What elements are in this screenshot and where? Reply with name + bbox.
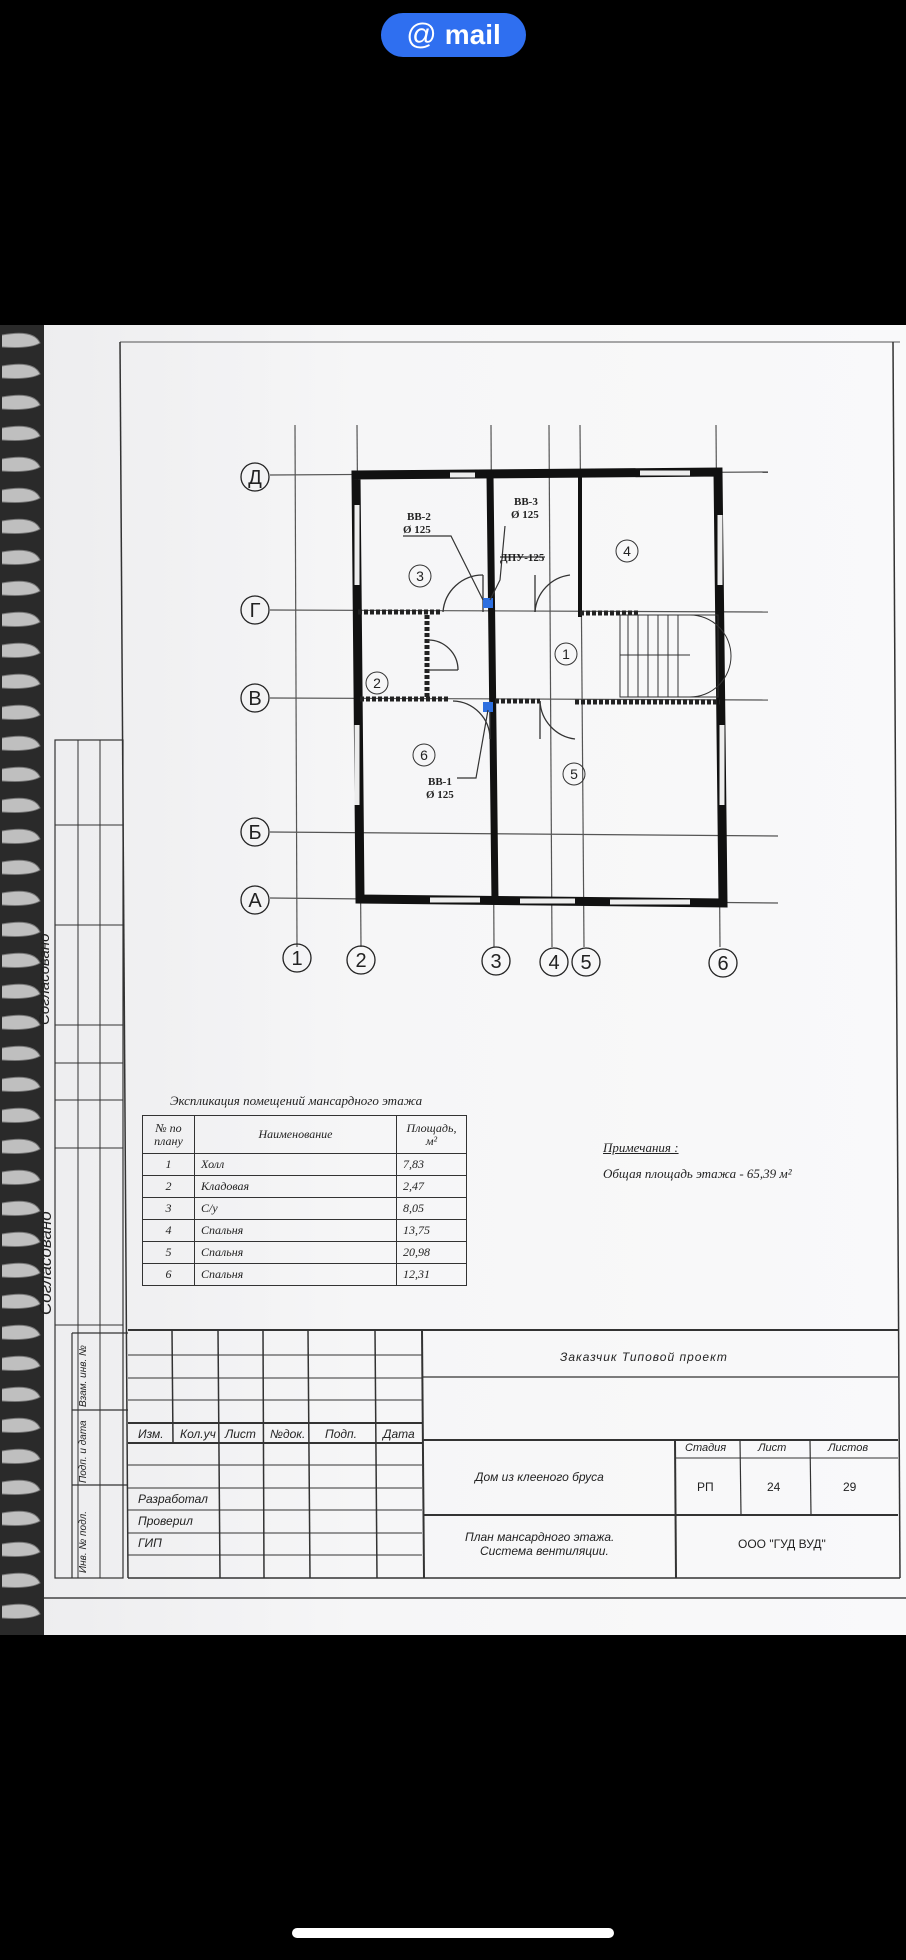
notes-text: Общая площадь этажа - 65,39 м²: [603, 1166, 792, 1181]
side-agreed-2: Согласовано: [36, 1211, 55, 1315]
vv2-diameter: Ø 125: [403, 524, 431, 536]
axis-marker-number: [347, 946, 375, 974]
mail-label: mail: [444, 19, 501, 50]
table-row: 1 Холл 7,83: [143, 1154, 467, 1176]
svg-text:3: 3: [490, 951, 502, 973]
sheet-name-1: План мансардного этажа.: [465, 1530, 615, 1544]
room-marker: [563, 763, 585, 785]
role-gip: ГИП: [138, 1536, 162, 1550]
role-developed: Разработал: [138, 1492, 208, 1506]
axis-marker-number: [283, 944, 311, 972]
vv1-label: ВВ-1: [428, 776, 452, 788]
customer: Заказчик Типовой проект: [560, 1350, 728, 1364]
svg-text:Б: Б: [248, 822, 262, 844]
object-name: Дом из клееного бруса: [475, 1470, 604, 1484]
svg-text:6: 6: [717, 953, 729, 975]
svg-text:5: 5: [580, 952, 592, 974]
axis-marker-letter: [241, 818, 269, 846]
svg-text:5: 5: [570, 766, 578, 782]
col-list: Лист: [225, 1427, 256, 1441]
dpu-label: ДПУ-125: [500, 552, 545, 564]
home-indicator[interactable]: [292, 1928, 614, 1938]
axis-marker-number: [482, 947, 510, 975]
col-data: Дата: [383, 1427, 415, 1441]
vv1-diameter: Ø 125: [426, 789, 454, 801]
room-marker: [366, 672, 388, 694]
svg-text:4: 4: [548, 952, 560, 974]
table-row: 6 Спальня 12,31: [143, 1264, 467, 1286]
sheets-header: Листов: [828, 1442, 869, 1454]
col-podp: Подп.: [325, 1427, 357, 1441]
at-icon: @: [406, 18, 437, 51]
room-marker: [409, 565, 431, 587]
stage-value: РП: [697, 1480, 714, 1494]
side-inv-no: Взам. инв. №: [78, 1345, 89, 1407]
header-area: Площадь, м²: [397, 1116, 467, 1154]
stage-header: Стадия: [685, 1442, 727, 1454]
svg-text:1: 1: [562, 646, 570, 662]
svg-text:А: А: [248, 890, 262, 912]
room-marker: [616, 540, 638, 562]
col-kol: Кол.уч: [180, 1427, 216, 1441]
vv3-diameter: Ø 125: [511, 509, 539, 521]
header-num: № по плану: [143, 1116, 195, 1154]
company-name: ООО "ГУД ВУД": [738, 1537, 826, 1551]
svg-text:В: В: [248, 688, 262, 710]
sheet-value: 24: [767, 1480, 781, 1494]
col-ndok: №док.: [270, 1427, 306, 1441]
svg-text:Д: Д: [248, 467, 262, 489]
role-checked: Проверил: [138, 1514, 193, 1528]
floor-plan: [0, 325, 906, 1635]
room-marker: [413, 744, 435, 766]
drawing-photo[interactable]: [0, 325, 906, 1635]
table-row: 2 Кладовая 2,47: [143, 1176, 467, 1198]
table-row: 3 С/у 8,05: [143, 1198, 467, 1220]
col-izm: Изм.: [138, 1427, 164, 1441]
vv3-label: ВВ-3: [514, 496, 538, 508]
explication-table: [142, 1115, 467, 1286]
axis-marker-number: [540, 948, 568, 976]
svg-text:Г: Г: [249, 600, 261, 622]
sheet-name-2: Система вентиляции.: [480, 1544, 609, 1558]
svg-text:3: 3: [416, 568, 424, 584]
table-row: 5 Спальня 20,98: [143, 1242, 467, 1264]
side-agreed-1: Согласовано: [36, 933, 53, 1025]
side-inv-orig: Инв. № подл.: [78, 1510, 89, 1573]
axis-marker-number: [709, 949, 737, 977]
notes: [603, 1140, 792, 1182]
axis-marker-letter: [241, 596, 269, 624]
sheets-value: 29: [843, 1480, 857, 1494]
svg-text:1: 1: [291, 948, 303, 970]
mail-app-pill[interactable]: [381, 13, 526, 57]
side-sign-date: Подп. и дата: [78, 1420, 89, 1483]
axis-marker-letter: [241, 463, 269, 491]
axis-marker-letter: [241, 886, 269, 914]
svg-text:2: 2: [373, 675, 381, 691]
axis-marker-number: [572, 948, 600, 976]
axis-marker-letter: [241, 684, 269, 712]
room-marker: [555, 643, 577, 665]
sheet-header: Лист: [758, 1442, 787, 1454]
svg-text:2: 2: [355, 950, 367, 972]
explication-title: Экспликация помещений мансардного этажа: [170, 1093, 423, 1108]
svg-text:6: 6: [420, 747, 428, 763]
table-row: 4 Спальня 13,75: [143, 1220, 467, 1242]
vv2-label: ВВ-2: [407, 511, 431, 523]
notes-heading: Примечания :: [603, 1140, 679, 1155]
header-name: Наименование: [195, 1116, 397, 1154]
svg-text:4: 4: [623, 543, 631, 559]
